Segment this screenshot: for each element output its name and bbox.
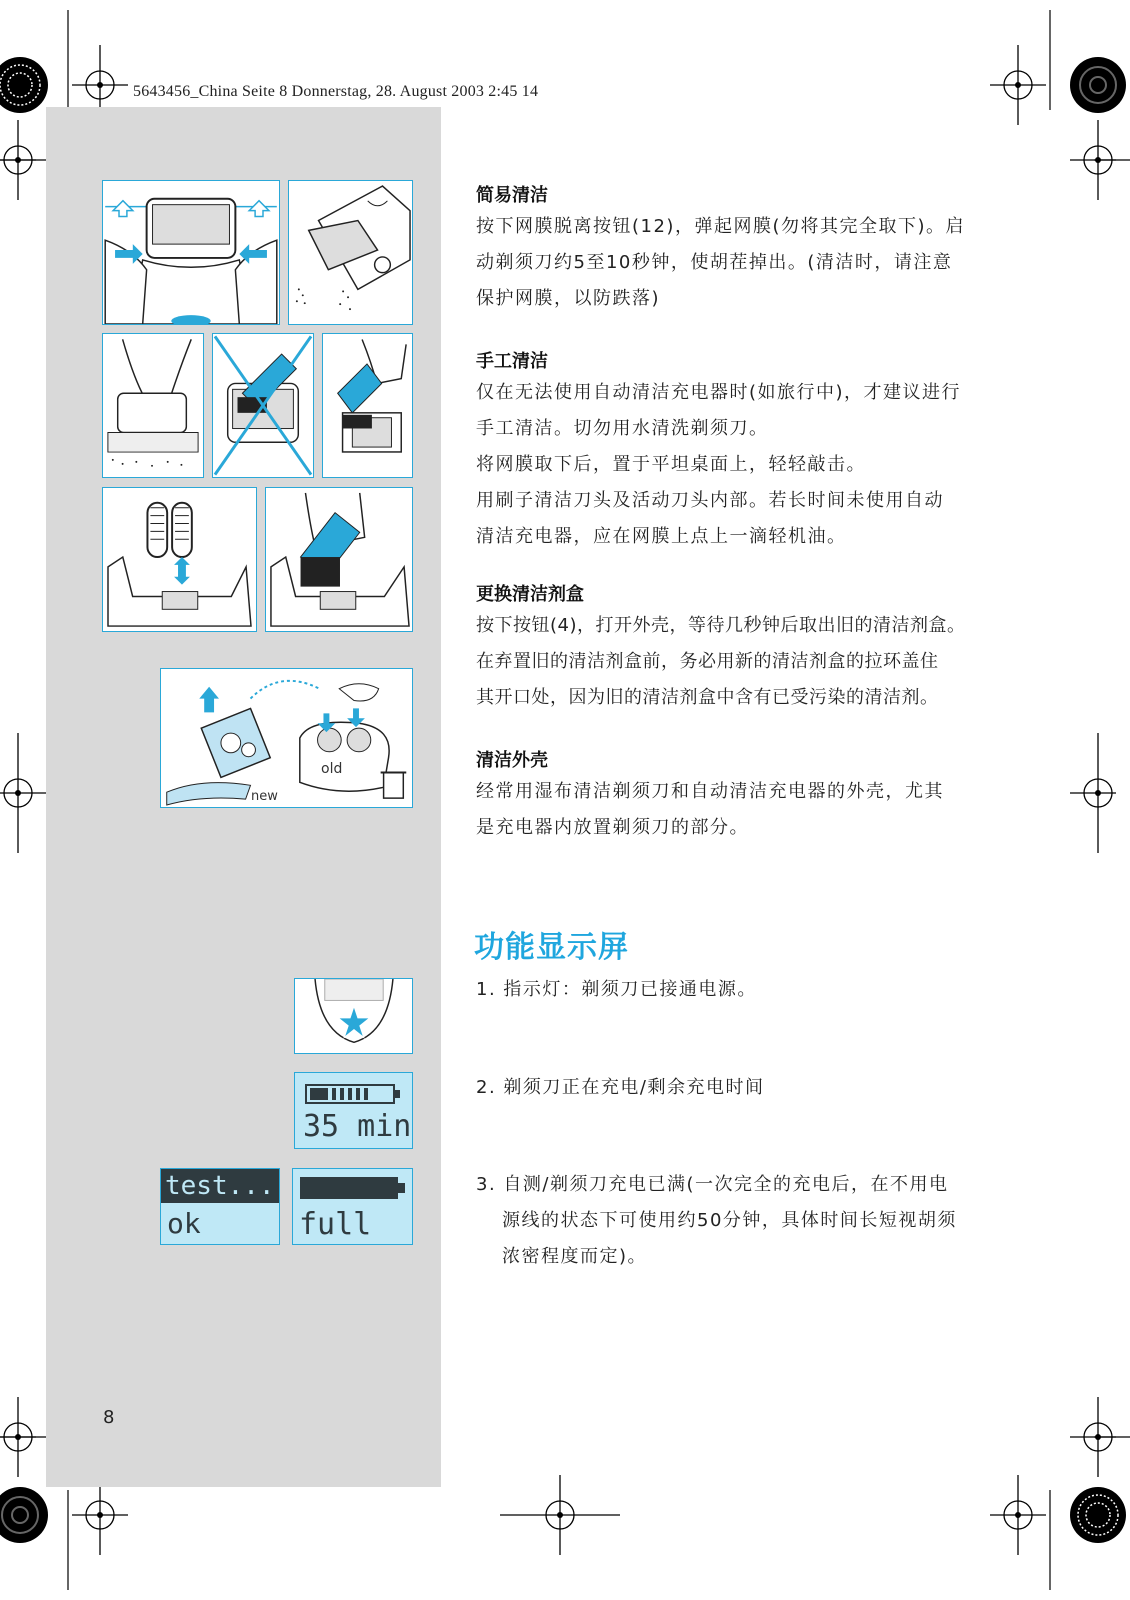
text-line: 其开口处，因为旧的清洁剂盒中含有已受污染的清洁剂。 <box>476 687 939 708</box>
text-line: 用刷子清洁刀头及活动刀头内部。若长时间未使用自动 <box>476 490 944 511</box>
illustration-replace-cartridge <box>160 668 413 808</box>
display-item-2: 2. 剃须刀正在充电/剩余充电时间 <box>476 1077 765 1098</box>
display-full-charge <box>292 1168 413 1245</box>
self-test-result: ok <box>167 1207 201 1240</box>
text-line: 3. 自测/剃须刀充电已满(一次完全的充电后，在不用电 <box>476 1174 949 1195</box>
illustration-shaver-foil-release <box>102 180 280 325</box>
display-charging-time <box>294 1072 413 1149</box>
text-line: 仅在无法使用自动清洁充电器时(如旅行中)，才建议进行 <box>476 382 962 403</box>
text-line: 保护网膜，以防跌落) <box>476 288 661 309</box>
print-header-line: 5643456_China Seite 8 Donnerstag, 28. August 2003 2:45 14 <box>133 83 539 100</box>
text-line: 经常用湿布清洁剃须刀和自动清洁充电器的外壳，尤其 <box>476 781 944 802</box>
quick-clean-text <box>476 209 1036 317</box>
page-number: 8 <box>103 1407 115 1428</box>
heading-quick-clean: 简易清洁 <box>476 185 548 206</box>
clean-housing-text <box>476 774 1036 846</box>
self-test-label: test... <box>161 1169 279 1203</box>
text-line: 将网膜取下后，置于平坦桌面上，轻轻敲击。 <box>476 454 866 475</box>
display-self-test <box>160 1168 280 1245</box>
text-line: 清洁充电器，应在网膜上点上一滴轻机油。 <box>476 526 847 547</box>
replace-cartridge-text <box>476 608 1046 716</box>
battery-full-icon <box>299 1175 409 1201</box>
text-line: 浓密程度而定)。 <box>502 1246 648 1267</box>
label-old-cartridge: old <box>321 761 343 777</box>
heading-clean-housing: 清洁外壳 <box>476 750 548 771</box>
text-line: 是充电器内放置剃须刀的部分。 <box>476 817 749 838</box>
illustration-cutter-block-removed <box>102 487 257 632</box>
text-line: 动剃须刀约5至10秒钟，使胡茬掉出。(清洁时，请注意 <box>476 252 953 273</box>
display-item-3 <box>476 1167 1036 1275</box>
full-charge-label: full <box>299 1207 372 1242</box>
text-line: 按下按钮(4)，打开外壳，等待几秒钟后取出旧的清洁剂盒。 <box>476 615 966 636</box>
illustration-shaver-running <box>288 180 413 325</box>
illustration-tap-foil <box>102 333 204 478</box>
text-line: 源线的状态下可使用约50分钟，具体时间长短视胡须 <box>502 1210 957 1231</box>
heading-manual-clean: 手工清洁 <box>476 351 548 372</box>
text-line: 手工清洁。切勿用水清洗剃须刀。 <box>476 418 769 439</box>
illustration-brush-cutter <box>322 333 413 478</box>
heading-replace-cartridge: 更换清洁剂盒 <box>476 584 584 605</box>
manual-clean-text <box>476 375 1036 555</box>
display-item-1: 1. 指示灯：剃须刀已接通电源。 <box>476 979 757 1000</box>
label-new-cartridge: new <box>251 789 278 804</box>
illustration-do-not-brush-foil <box>212 333 314 478</box>
heading-function-display: 功能显示屏 <box>474 930 629 965</box>
illustration-brush-shaver-head <box>265 487 413 632</box>
illustration-power-indicator <box>294 978 413 1054</box>
text-line: 在弃置旧的清洁剂盒前，务必用新的清洁剂盒的拉环盖住 <box>476 651 939 672</box>
battery-icon <box>305 1083 405 1105</box>
text-line: 按下网膜脱离按钮(12)，弹起网膜(勿将其完全取下)。启 <box>476 216 965 237</box>
charging-time-value: 35 min <box>303 1109 412 1144</box>
